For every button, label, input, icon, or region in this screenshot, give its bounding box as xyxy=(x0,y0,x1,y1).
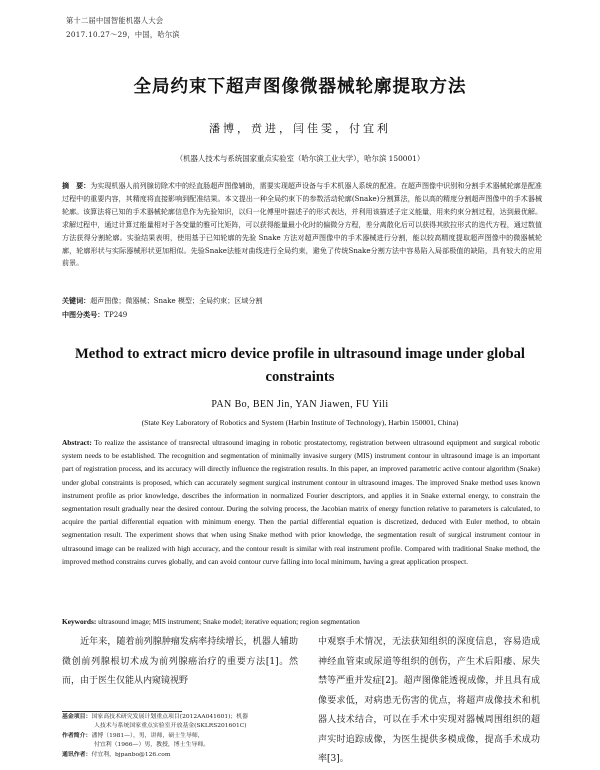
english-keywords-text: ultrasound image; MIS instrument; Snake model; iterative equation; region segmentation xyxy=(98,617,360,626)
footnote-contact-line xyxy=(62,751,298,760)
english-title: Method to extract micro device profile in ultrasound image under global constraints xyxy=(75,346,525,385)
contact-label: 通讯作者： xyxy=(62,751,92,758)
chinese-keywords xyxy=(62,296,262,306)
fund-line-1: 国家高技术研究发展计划重点项目(2012AA041601)；机器 xyxy=(91,714,249,720)
author-line-1: 潘博（1981—），男，讲师，硕士生导师， xyxy=(91,732,204,739)
chinese-affiliation: （机器人技术与系统国家重点实验室（哈尔滨工业大学），哈尔滨 150001） xyxy=(175,154,425,163)
fund-line-2: 人技术与系统国家重点实验室开放基金(SKLRS201601C) xyxy=(94,723,247,730)
english-keywords-label: Keywords: xyxy=(62,617,97,626)
english-abstract-label: Abstract: xyxy=(62,438,92,447)
clc-label: 中图分类号： xyxy=(62,310,105,319)
body-column-right xyxy=(318,633,540,770)
chinese-abstract-label: 摘 要： xyxy=(62,181,91,190)
english-keywords xyxy=(62,617,540,626)
chinese-abstract-text: 为实现机器人前列腺切除术中的经直肠超声图像辅助，需要实现超声设备与手术机器人系统的配准。在超声图像中识别和分割手术器械轮廓是配准过程中的重要内容，其精度将直接影响到配准结果。本文提出一种全局约束下的参数活动轮廓(Snake)分割算法，能以高的精度分割超声图像中的手术器械轮廓。该算法将已知的手术器械轮廓信息作为先验知识，以归一化傅里叶描述子的形式表达，并利用该描述子定义能量，用来约束分割过程，达到最优解。求解过程中，通过计算过能量相对于各变量的雅可比矩阵，可以获得能量最小化时的偏微分方程，差分离散化后可以获得其欧拉形式的迭代方程，通过数值方法获得分割轮廓。实验结果表明，使用基于已知轮廓的先验 Snake 方法对超声图像中的手术器械进行分割，能以较高精度提取超声图像中的微器械轮廓，轮廓形状与实际器械形状更加相似。先验Snake法能对曲线进行全局约束，避免了传统Snake分割方法中容易陷入局部极值的缺陷，具有较大的应用前景。 xyxy=(62,181,542,268)
footnote-author-line xyxy=(62,732,298,741)
english-authors: PAN Bo, BEN Jin, YAN Jiawen, FU Yili xyxy=(211,399,389,410)
clc-value: TP249 xyxy=(104,310,128,319)
fund-label: 基金项目： xyxy=(62,714,92,720)
body-right-text: 中观察手术情况，无法获知组织的深度信息，容易造成神经血管束或尿道等组织的创伤，产生术后阳痿、尿失禁等严重并发症[2]。超声图像能透视成像，并且具有成像要求低，对病患无伤害的优点，将超声成像技术和机器人技术结合，可以在手术中实现对器械周围组织的超声实时追踪成像，为医生提供多模成像，提高手术成功率[3]。 xyxy=(318,637,540,764)
body-left-text: 近年来，随着前列腺肿瘤发病率持续增长，机器人辅助微创前列腺根切术成为前列腺癌治疗的重要方法[1]。然而，由于医生仅能从内窥镜视野 xyxy=(62,637,298,686)
chinese-keywords-label: 关键词： xyxy=(62,296,91,305)
contact-value: 付宜利，bjpanbo@126.com xyxy=(91,751,171,758)
author-line-2: 付宜利（1966—）男，教授，博士生导师。 xyxy=(94,742,210,749)
english-abstract xyxy=(62,436,540,568)
chinese-keywords-text: 超声图像；微器械；Snake 模型；全局约束；区域分割 xyxy=(90,296,263,305)
conference-header: 第十二届中国智能机器人大会 xyxy=(66,16,164,25)
chinese-authors: 潘博，贲进，闫佳雯，付宜利 xyxy=(209,122,391,135)
author-label: 作者简介： xyxy=(62,732,92,739)
body-column-left xyxy=(62,633,298,692)
english-affiliation: (State Key Laboratory of Robotics and System (Harbin Institute of Technology), Harbin 150001, China) xyxy=(141,418,459,427)
english-abstract-text: To realize the assistance of transrectal ultrasound imaging in robotic prostatectomy, registration between ultrasound equipment and surgical robotic system needs to be established. The recognition and segmentation of minimally invasive surgery (MIS) instrument contour in ultrasound image is an important part of registration process, and its accuracy will directly influence the registration results. In this paper, an improved parametric active contour algorithm (Snake) under global constraints is proposed, which can accurately segment surgical instrument contour in ultrasound images. The improved Snake method uses known instrument profile as prior knowledge, describes the information in normalized Fourier descriptors, and applies it in Snake external energy, to constrain the segmentation result gradually near the desired contour. During the solving process, the Jacobian matrix of energy function relative to parameters is calculated, to acquire the partial differential equation with minimum energy. Then the partial differential equation is discretized, deduced with Euler method, to obtain segmentation result. The experiment shows that when using Snake method with prior knowledge, the segmentation result of surgical instrument contour in ultrasound image can be realized with high accuracy, and the contour result is similar with real instrument profile. Compared with traditional Snake method, the improved method constrains curves globally, and can avoid contour curve falling into local minimum, having a great application prospect. xyxy=(62,438,540,566)
footnotes xyxy=(62,713,298,760)
chinese-title: 全局约束下超声图像微器械轮廓提取方法 xyxy=(133,77,467,97)
chinese-abstract xyxy=(62,180,542,270)
footnote-fund-line xyxy=(62,713,298,722)
conference-date-place: 2017.10.27～29，中国，哈尔滨 xyxy=(66,30,180,39)
footnote-rule xyxy=(62,711,182,712)
clc-number xyxy=(62,310,127,320)
